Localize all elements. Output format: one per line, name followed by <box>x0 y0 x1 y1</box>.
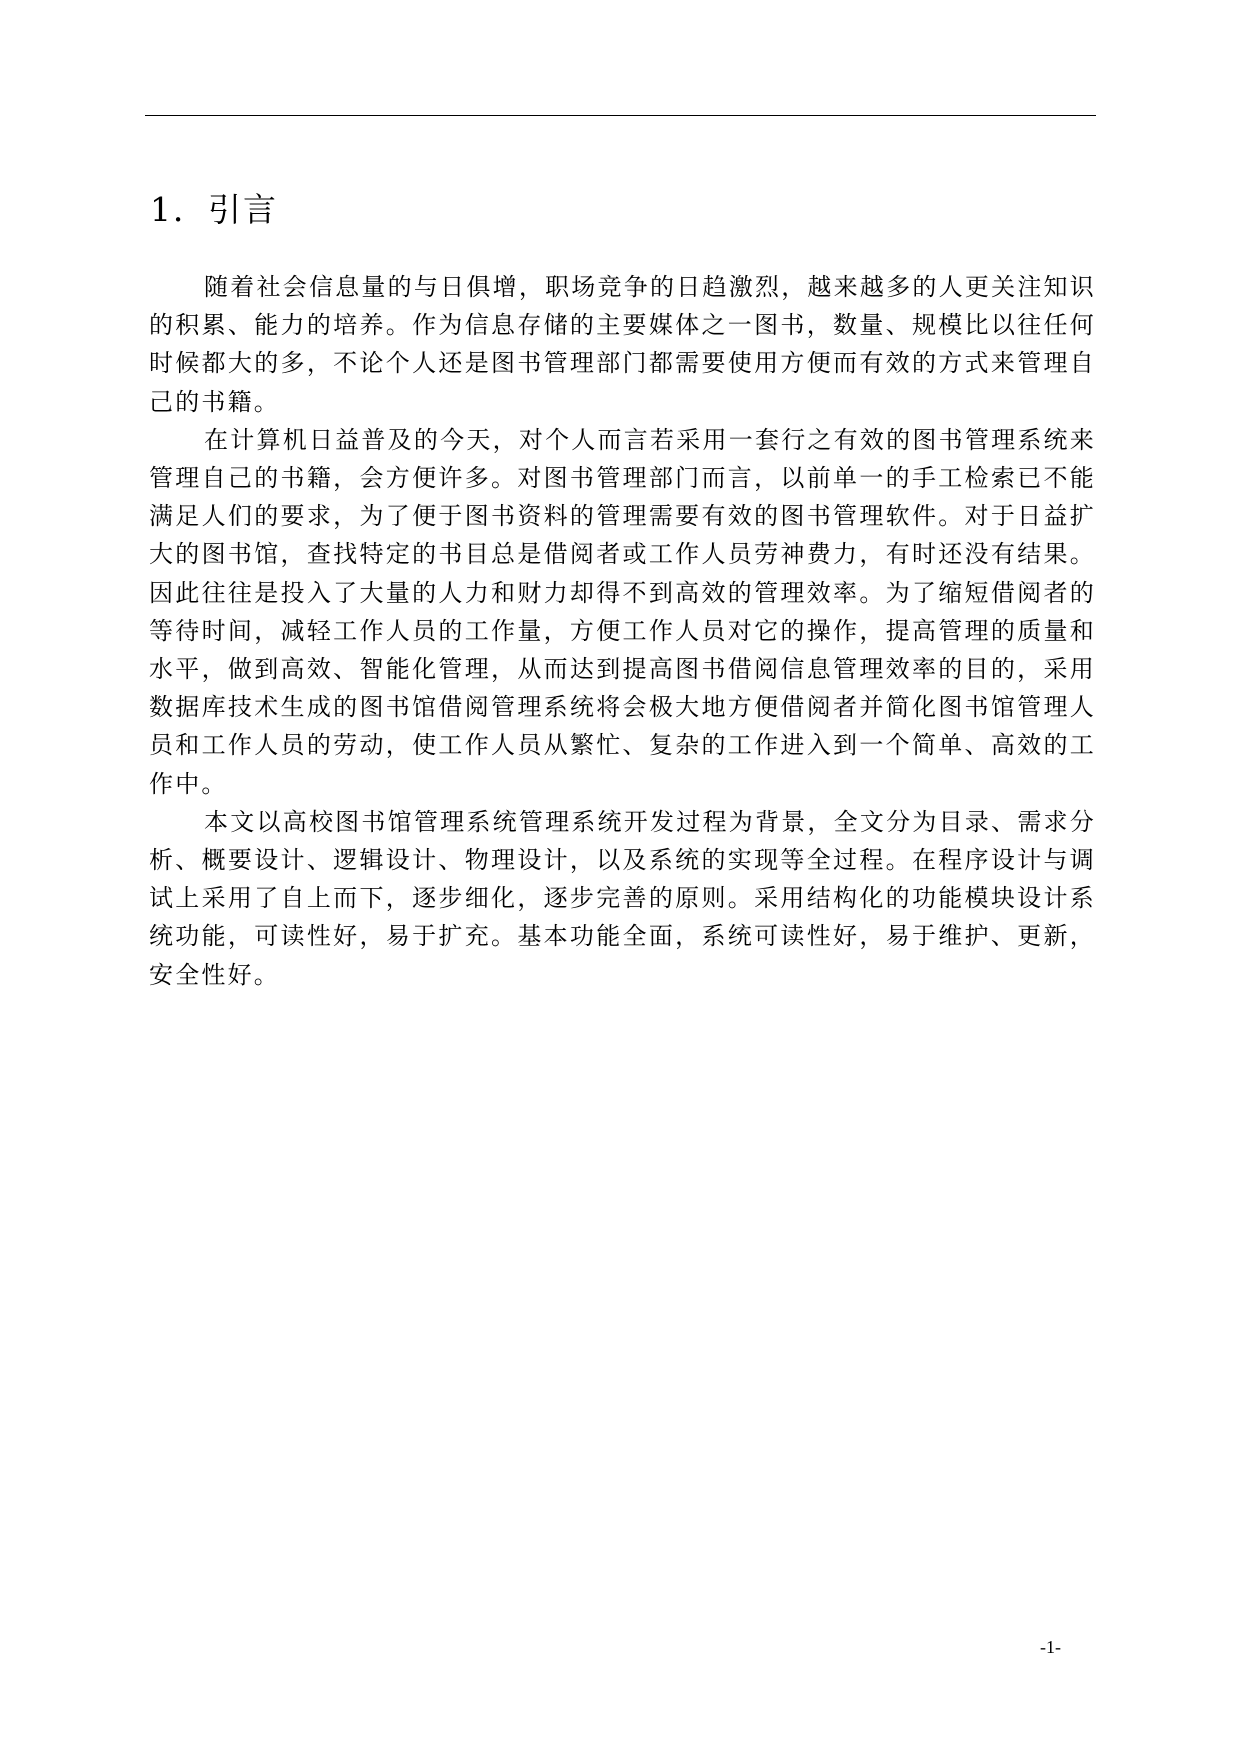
body-text <box>149 268 1096 994</box>
paragraph-3: 本文以高校图书馆管理系统管理系统开发过程为背景，全文分为目录、需求分析、概要设计、逻辑设计、物理设计，以及系统的实现等全过程。在程序设计与调试上采用了自上而下，逐步细化，逐步完善的原则。采用结构化的功能模块设计系统功能，可读性好，易于扩充。基本功能全面，系统可读性好，易于维护、更新，安全性好。 <box>149 807 1096 989</box>
page-number: -1- <box>1040 1637 1061 1657</box>
paragraph-1: 随着社会信息量的与日俱增，职场竞争的日趋激烈，越来越多的人更关注知识的积累、能力的培养。作为信息存储的主要媒体之一图书，数量、规模比以往任何时候都大的多，不论个人还是图书管理部门都需要使用方便而有效的方式来管理自己的书籍。 <box>149 273 1096 416</box>
header-rule <box>145 115 1096 116</box>
paragraph-2: 在计算机日益普及的今天，对个人而言若采用一套行之有效的图书管理系统来管理自己的书籍，会方便许多。对图书管理部门而言，以前单一的手工检索已不能满足人们的要求，为了便于图书资料的管理需要有效的图书管理软件。对于日益扩大的图书馆，查找特定的书目总是借阅者或工作人员劳神费力，有时还没有结果。因此往往是投入了大量的人力和财力却得不到高效的管理效率。为了缩短借阅者的等待时间，减轻工作人员的工作量，方便工作人员对它的操作，提高管理的质量和水平，做到高效、智能化管理，从而达到提高图书借阅信息管理效率的目的，采用数据库技术生成的图书馆借阅管理系统将会极大地方便借阅者并简化图书馆管理人员和工作人员的劳动，使工作人员从繁忙、复杂的工作进入到一个简单、高效的工作中。 <box>149 425 1096 798</box>
section-heading: 1．引言 <box>150 190 278 229</box>
